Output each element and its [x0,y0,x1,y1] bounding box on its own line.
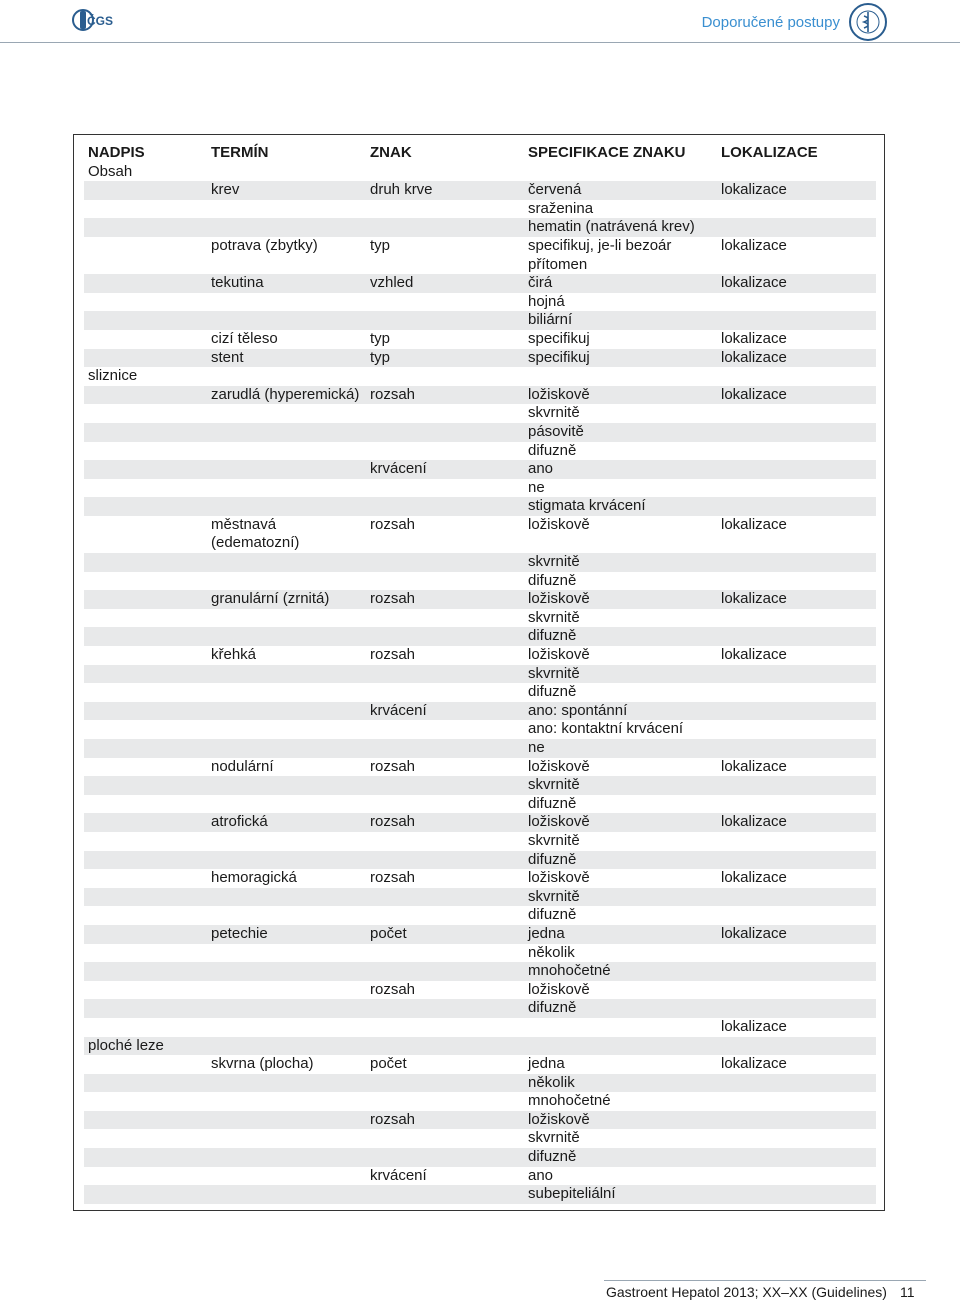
terminology-table [84,144,876,1204]
table-row [84,349,876,368]
table-row [84,776,876,795]
cell-specification: skvrnitě [528,553,580,571]
cell-localization: lokalizace [721,385,787,403]
cell-localization: lokalizace [721,590,787,608]
cell-term: tekutina [211,274,264,292]
column-header-term: TERMÍN [211,144,269,161]
table-row [84,516,876,553]
cell-sign: rozsah [370,646,416,664]
cell-sign: krvácení [370,1166,427,1184]
cell-specification: specifikuj [528,329,590,347]
cell-sign: rozsah [370,980,416,998]
cell-specification: difuzně [528,906,577,924]
column-header-sign: ZNAK [370,144,412,161]
cgs-logo-icon [72,3,114,37]
page-header [0,0,960,44]
medical-society-seal-icon [848,2,888,42]
cell-sign: druh krve [370,181,433,199]
cell-specification: specifikuj [528,348,590,366]
cell-localization: lokalizace [721,515,787,533]
table-row [84,1167,876,1186]
cell-sign: rozsah [370,590,416,608]
cell-localization: lokalizace [721,1055,787,1073]
cell-sign: typ [370,236,391,254]
table-row [84,739,876,758]
cell-specification: ložiskově [528,869,590,887]
cell-specification: difuzně [528,999,577,1017]
table-row [84,442,876,461]
table-row [84,423,876,442]
table-row [84,627,876,646]
cell-specification: difuzně [528,850,577,868]
cell-term: skvrna (plocha) [211,1055,314,1073]
table-row [84,795,876,814]
cell-specification: několik [528,1073,575,1091]
table-row [84,367,876,386]
table-row [84,311,876,330]
table-row [84,163,876,182]
cell-specification: specifikuj, je-li bezoár přítomen [528,236,672,273]
cell-localization: lokalizace [721,181,787,199]
table-row [84,683,876,702]
cell-specification: skvrnitě [528,664,580,682]
cell-term: krev [211,181,240,199]
table-row [84,906,876,925]
table-row [84,1148,876,1167]
cell-specification: skvrnitě [528,831,580,849]
cell-specification: ano: spontánní [528,701,628,719]
cell-specification: hojná [528,292,565,310]
cell-specification: difuzně [528,1148,577,1166]
cell-specification: sraženina [528,199,594,217]
table-row [84,404,876,423]
table-row [84,274,876,293]
cell-sign: rozsah [370,1110,416,1128]
cell-specification: pásovitě [528,422,584,440]
table-row [84,981,876,1000]
cell-specification: ložiskově [528,1110,590,1128]
table-row [84,553,876,572]
table-row [84,758,876,777]
cell-specification: ložiskově [528,757,590,775]
cell-sign: rozsah [370,515,416,533]
table-row [84,590,876,609]
cell-term: stent [211,348,244,366]
cell-heading: sliznice [88,367,138,385]
table-row [84,609,876,628]
table-row [84,1111,876,1130]
cell-sign: vzhled [370,274,414,292]
table-row [84,1055,876,1074]
table-row [84,181,876,200]
cell-specification: čirá [528,274,553,292]
cell-sign: rozsah [370,757,416,775]
table-row [84,479,876,498]
cell-localization: lokalizace [721,757,787,775]
cell-term: atrofická [211,813,268,831]
footer-citation: Gastroent Hepatol 2013; XX–XX (Guidelines) [606,1284,887,1300]
column-header-specification: SPECIFIKACE ZNAKU [528,144,686,161]
cell-specification: několik [528,943,575,961]
table-row [84,1185,876,1204]
table-row [84,330,876,349]
table-row [84,237,876,274]
cell-sign: počet [370,1055,407,1073]
cell-specification: hematin (natrávená krev) [528,218,695,236]
cell-heading: ploché leze [88,1036,164,1054]
cell-specification: ložiskově [528,980,590,998]
table-row [84,200,876,219]
table-header-row [84,144,876,163]
cell-specification: ne [528,739,545,756]
cell-specification: ano: kontaktní krvácení [528,720,684,738]
cell-term: potrava (zbytky) [211,236,318,254]
cell-localization: lokalizace [721,869,787,887]
column-header-heading: NADPIS [88,144,145,161]
table-row [84,218,876,237]
cell-specification: biliární [528,311,573,329]
page-number: 11 [900,1284,915,1300]
table-row [84,832,876,851]
table-row [84,869,876,888]
cell-sign: krvácení [370,460,427,478]
cell-term: křehká [211,646,257,664]
table-row [84,1018,876,1037]
cell-specification: mnohočetné [528,962,611,980]
table-row [84,999,876,1018]
table-row [84,1074,876,1093]
cell-specification: ložiskově [528,515,590,533]
cell-specification: ano [528,460,554,478]
footer-divider [604,1280,926,1281]
cell-localization: lokalizace [721,1017,787,1035]
cell-specification: mnohočetné [528,1092,611,1110]
cell-specification: ne [528,478,545,496]
column-header-localization: LOKALIZACE [721,144,818,161]
cell-localization: lokalizace [721,924,787,942]
cell-term: zarudlá (hyperemická) [211,385,360,403]
cell-term: cizí těleso [211,329,278,347]
table-row [84,888,876,907]
cell-specification: ložiskově [528,590,590,608]
cell-specification: difuzně [528,794,577,812]
table-row [84,925,876,944]
cell-localization: lokalizace [721,236,787,254]
cell-specification: červená [528,181,582,199]
cell-specification: difuzně [528,571,577,589]
cell-localization: lokalizace [721,646,787,664]
table-row [84,293,876,312]
cell-localization: lokalizace [721,274,787,292]
cell-specification: skvrnitě [528,404,580,422]
cell-specification: stigmata krvácení [528,497,646,515]
cell-localization: lokalizace [721,813,787,831]
cell-localization: lokalizace [721,348,787,366]
cell-localization: lokalizace [721,329,787,347]
cell-specification: subepiteliální [528,1185,616,1203]
cell-specification: ano [528,1166,554,1184]
cell-sign: krvácení [370,701,427,719]
table-row [84,665,876,684]
cell-sign: rozsah [370,813,416,831]
cell-specification: jedna [528,924,565,942]
cell-sign: rozsah [370,385,416,403]
cell-term: hemoragická [211,869,297,887]
header-title: Doporučené postupy [701,14,840,31]
table-row [84,702,876,721]
table-row [84,1037,876,1056]
cell-specification: skvrnitě [528,776,580,794]
table-row [84,944,876,963]
cell-specification: jedna [528,1055,565,1073]
cell-specification: difuzně [528,683,577,701]
cell-specification: difuzně [528,627,577,645]
table-row [84,497,876,516]
cell-heading: Obsah [88,162,133,180]
table-row [84,646,876,665]
cell-specification: ložiskově [528,813,590,831]
cell-sign: rozsah [370,869,416,887]
svg-text:ČGS: ČGS [87,14,114,28]
cell-specification: skvrnitě [528,608,580,626]
cell-term: granulární (zrnitá) [211,590,330,608]
cell-term: petechie [211,924,268,942]
table-row [84,851,876,870]
cell-term: městnavá (edematozní) [211,515,300,552]
table-row [84,813,876,832]
cell-specification: skvrnitě [528,1129,580,1147]
table-row [84,1092,876,1111]
table-row [84,720,876,739]
table-row [84,572,876,591]
table-row [84,962,876,981]
cell-sign: počet [370,924,407,942]
cell-specification: ložiskově [528,646,590,664]
cell-sign: typ [370,348,391,366]
table-row [84,386,876,405]
cell-sign: typ [370,329,391,347]
table-row [84,1129,876,1148]
cell-specification: ložiskově [528,385,590,403]
cell-term: nodulární [211,757,274,775]
header-divider [0,42,960,43]
cell-specification: difuzně [528,441,577,459]
cell-specification: skvrnitě [528,887,580,905]
table-row [84,460,876,479]
